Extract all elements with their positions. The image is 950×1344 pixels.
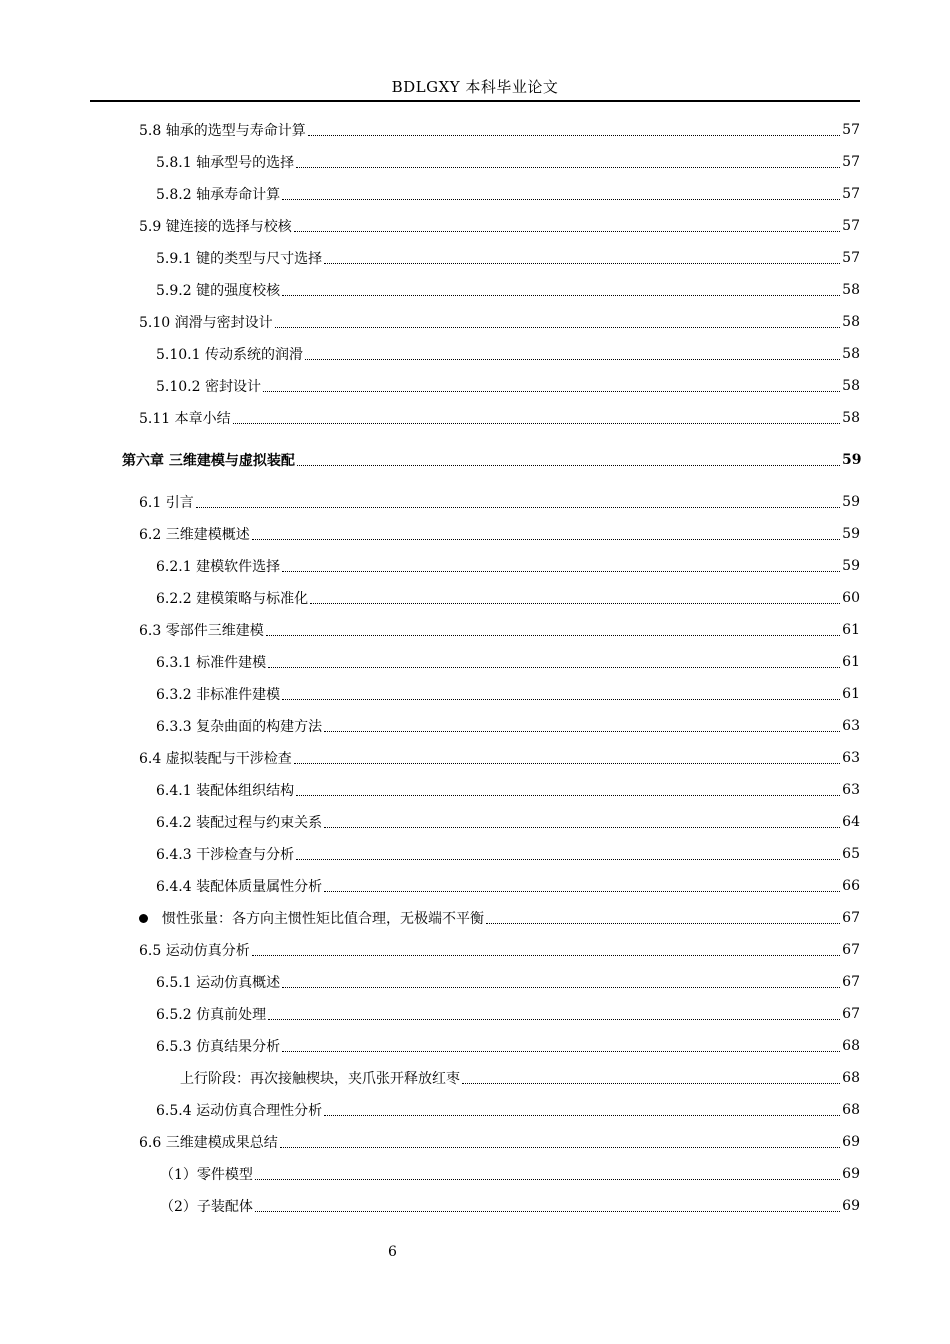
toc-entry-label: 5.8.2 轴承寿命计算 — [156, 187, 281, 203]
toc-entry[interactable] — [0, 178, 860, 210]
toc-entry-label: 6.5.4 运动仿真合理性分析 — [156, 1103, 323, 1119]
bullet-icon — [139, 914, 148, 923]
toc-entry[interactable] — [0, 998, 860, 1030]
toc-entry-label: 5.10.1 传动系统的润滑 — [156, 347, 303, 363]
toc-entry-page: 60 — [842, 590, 860, 606]
toc-entry-page: 58 — [842, 314, 860, 330]
toc-entry-page: 69 — [842, 1166, 860, 1182]
toc-dot-leader — [324, 826, 840, 828]
toc-dot-leader — [296, 166, 840, 168]
toc-entry-label: 6.1 引言 — [139, 495, 194, 511]
toc-dot-leader — [308, 134, 840, 136]
toc-entry[interactable] — [0, 402, 860, 434]
toc-entry[interactable] — [0, 114, 860, 146]
toc-entry-label: 5.10.2 密封设计 — [156, 379, 261, 395]
toc-entry-page: 61 — [842, 686, 860, 702]
toc-entry-label: 5.10 润滑与密封设计 — [139, 315, 273, 331]
toc-entry-label: 6.6 三维建模成果总结 — [139, 1135, 278, 1151]
toc-entry-page: 58 — [842, 282, 860, 298]
toc-entry-label: 5.9 键连接的选择与校核 — [139, 219, 292, 235]
header-rule — [90, 100, 860, 102]
toc-entry[interactable] — [0, 806, 860, 838]
toc-dot-leader — [282, 698, 840, 700]
toc-entry-label: 6.2.1 建模软件选择 — [156, 559, 281, 575]
toc-entry-label: 5.8 轴承的选型与寿命计算 — [139, 123, 306, 139]
toc-entry-page: 59 — [842, 558, 860, 574]
toc-dot-leader — [282, 294, 840, 296]
toc-dot-leader — [252, 538, 840, 540]
toc-entry[interactable] — [0, 870, 860, 902]
toc-entry-label: 6.4.2 装配过程与约束关系 — [156, 815, 323, 831]
toc-entry-page: 67 — [842, 942, 860, 958]
toc-dot-leader — [233, 422, 840, 424]
toc-entry[interactable] — [0, 902, 860, 934]
toc-dot-leader — [297, 464, 840, 466]
toc-entry-label: 6.5.2 仿真前处理 — [156, 1007, 267, 1023]
toc-dot-leader — [255, 1210, 840, 1212]
toc-entry[interactable] — [0, 306, 860, 338]
toc-entry-label: 6.3.3 复杂曲面的构建方法 — [156, 719, 323, 735]
toc-entry-page: 61 — [842, 654, 860, 670]
toc-dot-leader — [324, 262, 840, 264]
toc-entry[interactable] — [0, 242, 860, 274]
toc-chapter-entry[interactable] — [0, 444, 860, 476]
toc-entry-label: 第六章 三维建模与虚拟装配 — [122, 453, 295, 469]
toc-entry[interactable] — [0, 838, 860, 870]
toc-entry-label: 5.9.2 键的强度校核 — [156, 283, 281, 299]
toc-entry-label: 上行阶段：再次接触楔块，夹爪张开释放红枣 — [180, 1071, 460, 1087]
toc-dot-leader — [282, 1050, 840, 1052]
toc-entry-page: 57 — [842, 122, 860, 138]
toc-dot-leader — [252, 954, 840, 956]
toc-entry[interactable] — [0, 1190, 860, 1222]
toc-entry-label: 5.11 本章小结 — [139, 411, 231, 427]
toc-dot-leader — [255, 1178, 840, 1180]
toc-dot-leader — [282, 570, 840, 572]
toc-entry[interactable] — [0, 550, 860, 582]
page-number: 6 — [388, 1244, 397, 1260]
toc-dot-leader — [280, 1146, 840, 1148]
toc-dot-leader — [310, 602, 840, 604]
toc-entry-page: 63 — [842, 782, 860, 798]
toc-dot-leader — [324, 1114, 840, 1116]
toc-entry-page: 59 — [842, 452, 862, 468]
toc-entry-page: 68 — [842, 1070, 860, 1086]
toc-entry[interactable] — [0, 1126, 860, 1158]
toc-entry-label: 6.5.1 运动仿真概述 — [156, 975, 281, 991]
toc-entry[interactable] — [0, 486, 860, 518]
toc-entry-page: 66 — [842, 878, 860, 894]
toc-dot-leader — [486, 922, 840, 924]
toc-entry-page: 67 — [842, 1006, 860, 1022]
toc-dot-leader — [282, 198, 840, 200]
toc-entry-page: 57 — [842, 250, 860, 266]
toc-entry-page: 57 — [842, 218, 860, 234]
toc-dot-leader — [268, 1018, 840, 1020]
toc-entry-page: 69 — [842, 1134, 860, 1150]
toc-entry-page: 65 — [842, 846, 860, 862]
toc-entry[interactable] — [0, 1158, 860, 1190]
toc-entry-label: 6.5 运动仿真分析 — [139, 943, 250, 959]
toc-dot-leader — [196, 506, 840, 508]
toc-dot-leader — [266, 634, 840, 636]
toc-dot-leader — [296, 858, 840, 860]
toc-entry-page: 67 — [842, 974, 860, 990]
toc-entry-label: （1）零件模型 — [160, 1167, 253, 1183]
toc-entry-label: 6.5.3 仿真结果分析 — [156, 1039, 281, 1055]
toc-entry-label: 5.8.1 轴承型号的选择 — [156, 155, 295, 171]
toc-entry-label: 6.3 零部件三维建模 — [139, 623, 264, 639]
toc-entry-label: 6.3.1 标准件建模 — [156, 655, 267, 671]
toc-entry-label: 6.4.1 装配体组织结构 — [156, 783, 295, 799]
toc-entry-page: 58 — [842, 378, 860, 394]
toc-dot-leader — [324, 730, 840, 732]
toc-entry[interactable] — [0, 710, 860, 742]
toc-entry[interactable] — [0, 1094, 860, 1126]
running-header: BDLGXY 本科毕业论文 — [391, 78, 559, 96]
toc-entry[interactable] — [0, 274, 860, 306]
toc-entry[interactable] — [0, 678, 860, 710]
toc-dot-leader — [305, 358, 840, 360]
toc-entry[interactable] — [0, 1030, 860, 1062]
toc-entry[interactable] — [0, 934, 860, 966]
toc-entry-page: 63 — [842, 718, 860, 734]
toc-entry-page: 57 — [842, 186, 860, 202]
toc-entry-page: 68 — [842, 1038, 860, 1054]
toc-entry[interactable] — [0, 518, 860, 550]
toc-dot-leader — [275, 326, 840, 328]
toc-entry-label: 6.2 三维建模概述 — [139, 527, 250, 543]
toc-entry[interactable] — [0, 146, 860, 178]
toc-dot-leader — [282, 986, 840, 988]
toc-entry-label: 6.3.2 非标准件建模 — [156, 687, 281, 703]
toc-entry-label: 6.4 虚拟装配与干涉检查 — [139, 751, 292, 767]
toc-entry-label: （2）子装配体 — [160, 1199, 253, 1215]
toc-entry-page: 67 — [842, 910, 860, 926]
toc-entry-page: 57 — [842, 154, 860, 170]
toc-entry-page: 63 — [842, 750, 860, 766]
toc-entry[interactable] — [0, 742, 860, 774]
toc-entry[interactable] — [0, 614, 860, 646]
toc-entry[interactable] — [0, 646, 860, 678]
toc-dot-leader — [296, 794, 840, 796]
toc-entry[interactable] — [0, 966, 860, 998]
toc-entry[interactable] — [0, 210, 860, 242]
toc-entry[interactable] — [0, 582, 860, 614]
toc-entry-page: 58 — [842, 346, 860, 362]
toc-entry-page: 59 — [842, 494, 860, 510]
toc-dot-leader — [462, 1082, 840, 1084]
toc-entry-label: 6.4.3 干涉检查与分析 — [156, 847, 295, 863]
toc-entry-page: 69 — [842, 1198, 860, 1214]
toc-entry-page: 61 — [842, 622, 860, 638]
toc-entry-page: 58 — [842, 410, 860, 426]
toc-dot-leader — [324, 890, 840, 892]
toc-dot-leader — [263, 390, 840, 392]
toc-entry[interactable] — [0, 370, 860, 402]
toc-entry-label: 6.4.4 装配体质量属性分析 — [156, 879, 323, 895]
toc-entry-page: 64 — [842, 814, 860, 830]
toc-entry[interactable] — [0, 1062, 860, 1094]
toc-entry-page: 59 — [842, 526, 860, 542]
toc-entry-label: 5.9.1 键的类型与尺寸选择 — [156, 251, 323, 267]
toc-entry-page: 68 — [842, 1102, 860, 1118]
toc-dot-leader — [294, 762, 840, 764]
toc-entry[interactable] — [0, 338, 860, 370]
toc-dot-leader — [294, 230, 840, 232]
toc-entry-label: 惯性张量：各方向主惯性矩比值合理，无极端不平衡 — [162, 911, 484, 927]
toc-dot-leader — [268, 666, 840, 668]
toc-entry[interactable] — [0, 774, 860, 806]
toc-entry-label: 6.2.2 建模策略与标准化 — [156, 591, 309, 607]
